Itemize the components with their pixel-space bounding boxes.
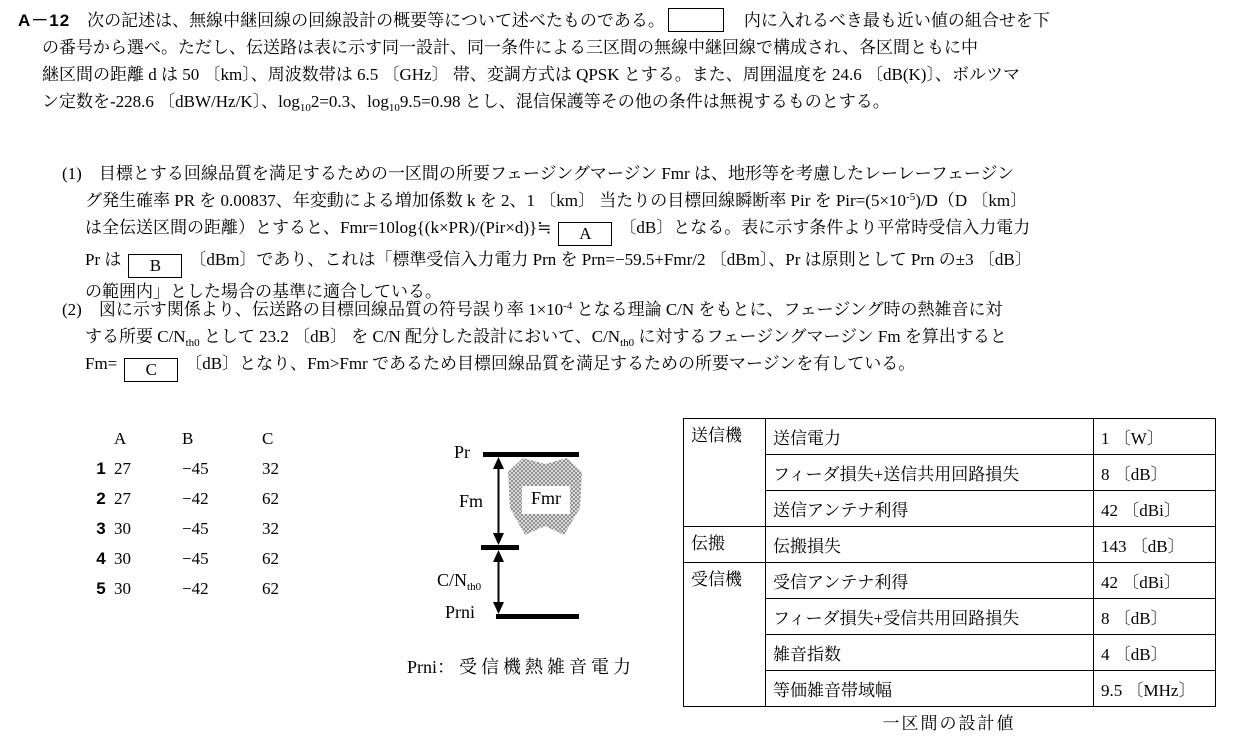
option-value-c: 62: [262, 549, 279, 568]
pr-label: Pr: [454, 442, 471, 462]
option-row-3: [88, 514, 322, 544]
option-number: 4: [96, 549, 106, 568]
question-intro-text: 次の記述は、無線中継回線の回線設計の概要等について述べたものである。 内に入れるべき最も近い値の組合せを下 の番号から選べ。ただし、伝送路は表に示す同一設計、同一条件による三区間の無線中継回線で構成され、各区間ともに中 継区間の距離 d は 50 〔km〕、周波数帯は 6.5 〔GHz〕 帯、変調方式は QPSK とする。また、周囲温度を 24.6 〔dB(K)〕、ボルツマ ン定数を-228.6 〔dBW/Hz/K〕、$\log_{10}2=0.3$、$\log_{10}9.5=0.98$ とし、混信保護等その他の条件は無視するものとする。: [42, 11, 1050, 111]
sub-text: 10: [299, 102, 311, 114]
question-item-1: (1) 目標とする回線品質を満足するための一区間の所要フェージングマージン Fmr は、地形等を考慮したレーレーフェージン グ発生確率 PR を 0.00837、年変動による増加係数 k を 2、1 〔km〕 当たりの目標回線瞬断率 Pir を $Pir=(5\times 10^{-5})/D(D$ 〔km〕 は全伝送区間の距離）とすると、Fmr=10log{(k×PR)/(Pir×d)}≒ A 〔dB〕となる。表に示す条件より平常時受信入力電力 Pr は B 〔dBm〕であり、これは「標準受信入力電力 Prn を Prn=−59.5+Fmr/2 〔dBm〕、Pr は原則として Prn の±3 〔dB〕 の範囲内」とした場合の基準に適合している。: [62, 164, 1032, 301]
sup-text: -4: [563, 300, 573, 312]
design-item: フィーダ損失+送信共用回路損失: [766, 455, 1094, 491]
question-item-2: (2) 図に示す関係より、伝送路の目標回線品質の符号誤り率 $1\times 10^{-4}$ となる理論 C/N をもとに、フェージング時の熱雑音に対 する所要 $C/N_{th0}$ として 23.2 〔dB〕 を C/N 配分した設計において、$C/N_{th0}$ に対するフェージングマージン Fm を算出すると Fm= C 〔dB〕となり、Fm>Fmr であるため目標回線品質を満足するための所要マージンを有している。: [62, 296, 1205, 382]
option-row-5: [88, 574, 322, 604]
option-value-b: −42: [182, 579, 209, 598]
option-number: 1: [96, 459, 106, 478]
design-item: フィーダ損失+受信共用回路損失: [766, 599, 1094, 635]
option-row-4: [88, 544, 322, 574]
option-value-a: 27: [114, 459, 131, 478]
design-category-propagation: 伝搬: [684, 527, 766, 563]
prni-label: Prni: [445, 602, 476, 622]
question-header: [18, 7, 1192, 115]
design-value: 9.5 〔MHz〕: [1094, 671, 1216, 707]
pr-level-line: [483, 452, 579, 457]
option-value-c: 62: [262, 489, 279, 508]
design-item: 送信電力: [766, 419, 1094, 455]
empty-answer-box: [668, 8, 724, 32]
fm-arrow-head-up: [493, 457, 504, 469]
design-item: 受信アンテナ利得: [766, 563, 1094, 599]
option-value-b: −45: [182, 459, 209, 478]
diagram-caption: Prni：受信機熱雑音電力: [407, 657, 636, 677]
design-table-caption: 一区間の設計値: [882, 714, 1016, 733]
design-values-table: [683, 418, 1216, 707]
option-number: 2: [96, 489, 106, 508]
options-header-row: [88, 424, 322, 454]
design-value: 42 〔dBi〕: [1094, 491, 1216, 527]
option-number: 3: [96, 519, 106, 538]
option-value-c: 32: [262, 519, 279, 538]
fading-margin-diagram: [405, 438, 685, 693]
design-value: 143 〔dB〕: [1094, 527, 1216, 563]
design-category-transmitter: 送信機: [684, 419, 766, 527]
design-item: 雑音指数: [766, 635, 1094, 671]
options-header-a: A: [114, 429, 127, 448]
option-value-c: 32: [262, 459, 279, 478]
option-value-b: −45: [182, 519, 209, 538]
answer-options-table: [88, 424, 322, 604]
options-header-blank: [88, 424, 114, 454]
design-value: 8 〔dB〕: [1094, 455, 1216, 491]
design-value: 4 〔dB〕: [1094, 635, 1216, 671]
question-number: A－12: [18, 11, 71, 30]
sub-text: th0: [620, 337, 635, 349]
design-value: 8 〔dB〕: [1094, 599, 1216, 635]
option-value-a: 30: [114, 519, 131, 538]
option-row-1: [88, 454, 322, 484]
mid-tick-line: [481, 545, 519, 550]
design-row: [684, 527, 1216, 563]
design-value: 1 〔W〕: [1094, 419, 1216, 455]
sup-text: -5: [906, 191, 916, 203]
sub-text: 10: [388, 102, 400, 114]
answer-blank-box-A: A: [558, 222, 612, 246]
design-row: [684, 563, 1216, 599]
sub-text: th0: [185, 337, 200, 349]
design-value: 42 〔dBi〕: [1094, 563, 1216, 599]
design-item: 送信アンテナ利得: [766, 491, 1094, 527]
design-item: 等価雑音帯域幅: [766, 671, 1094, 707]
option-value-c: 62: [262, 579, 279, 598]
options-header-c: C: [262, 429, 274, 448]
design-category-receiver: 受信機: [684, 563, 766, 707]
option-value-a: 27: [114, 489, 131, 508]
options-header-b: B: [182, 429, 194, 448]
option-value-b: −42: [182, 489, 209, 508]
cn-th0-label: $C/N_{th0}$: [437, 570, 482, 593]
design-row: [684, 419, 1216, 455]
option-value-a: 30: [114, 549, 131, 568]
fm-label: Fm: [459, 491, 484, 511]
option-number: 5: [96, 579, 106, 598]
option-value-a: 30: [114, 579, 131, 598]
prni-level-line: [496, 614, 579, 619]
option-row-2: [88, 484, 322, 514]
design-item: 伝搬損失: [766, 527, 1094, 563]
answer-blank-box-C: C: [124, 358, 178, 382]
cn-arrow-head-up: [493, 550, 504, 562]
option-value-b: −45: [182, 549, 209, 568]
fm-arrow-head-down: [493, 533, 504, 545]
cn-arrow-head-down: [493, 602, 504, 614]
answer-blank-box-B: B: [128, 254, 182, 278]
fmr-label: Fmr: [531, 488, 562, 508]
